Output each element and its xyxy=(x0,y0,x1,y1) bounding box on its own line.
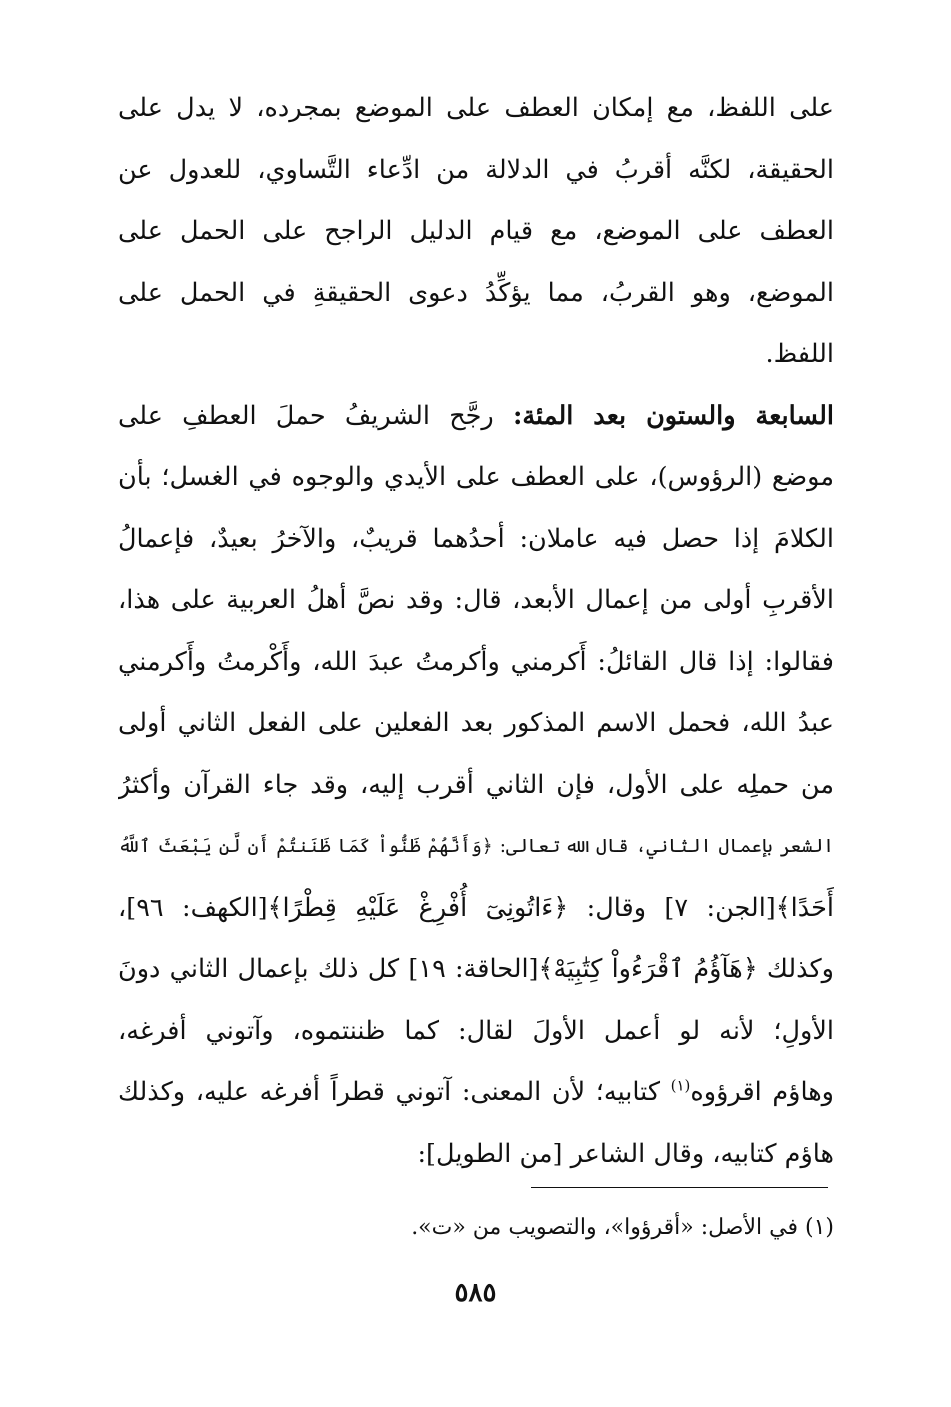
text-line: أَحَدًا﴾[الجن: ٧] وقال: ﴿ءَاتُونِىٓ أُفْرِغْ عَلَيْهِ قِطْرًا﴾[الكهف: ٩٦]، xyxy=(118,892,834,923)
text-segment: وهاؤم اقرؤوه xyxy=(690,1077,834,1107)
text-line: الحقيقة، لكنَّه أقربُ في الدلالة من ادِّعاء التَّساوي، للعدول عن xyxy=(118,154,834,185)
section-heading: السابعة والستون بعد المئة: xyxy=(512,400,834,431)
footnote-reference[interactable]: (١) xyxy=(670,1076,691,1095)
text-segment: رجَّح الشريفُ حملَ العطفِ على xyxy=(118,400,494,431)
footnote-separator xyxy=(531,1187,828,1188)
text-line: اللفظ. xyxy=(765,339,834,369)
text-line: من حملِه على الأول، فإن الثاني أقرب إليه، وقد جاء القرآن وأكثرُ xyxy=(118,769,834,800)
footnote xyxy=(134,1208,834,1248)
text-line: وكذلك ﴿هَآؤُمُ ٱقْرَءُواْ كِتَٰبِيَهْ﴾[الحاقة: ١٩] كل ذلك بإعمال الثاني دونَ xyxy=(118,954,834,984)
text-line: الأقربِ أولى من إعمال الأبعد، قال: وقد نصَّ أهلُ العربية على هذا، xyxy=(118,585,834,615)
page-number: ٥٨٥ xyxy=(454,1278,497,1308)
paragraph-heading-line xyxy=(118,386,834,448)
text-line: هاؤم كتابيه، وقال الشاعر [من الطويل]: xyxy=(417,1138,834,1169)
text-line: موضع (الرؤوس)، على العطف على الأيدي والوجوه في الغسل؛ بأن xyxy=(118,462,834,492)
text-line: العطف على الموضع، مع قيام الدليل الراجح على الحمل على xyxy=(118,216,834,246)
text-line: على اللفظ، مع إمكان العطف على الموضع بمجرده، لا يدل على xyxy=(118,93,834,123)
text-line: عبدُ الله، فحمل الاسم المذكور بعد الفعلين على الفعل الثاني أولى xyxy=(118,708,834,738)
text-line: الأولِ؛ لأنه لو أعمل الأولَ لقال: كما ظننتموه، وآتوني أفرغه، xyxy=(118,1015,834,1046)
text-line: فقالوا: إذا قال القائلُ: أَكرمني وأكرمتُ عبدَ الله، وأَكْرمتُ وأَكرمني xyxy=(118,646,834,677)
text-segment: كتابيه؛ لأن المعنى: آتوني قطراً أفرغه عليه، وكذلك xyxy=(118,1077,671,1107)
main-text xyxy=(118,78,834,1185)
text-line-with-note xyxy=(118,1062,834,1124)
text-line: الكلامَ إذا حصل فيه عاملان: أحدُهما قريبٌ، والآخرُ بعيدٌ، فإعمالُ xyxy=(118,523,834,554)
footnote-marker: (١) xyxy=(804,1215,834,1240)
text-line: الموضع، وهو القربُ، مما يؤكِّدُ دعوى الحقيقةِ في الحمل على xyxy=(118,277,834,308)
footnote-text: في الأصل: «أقرؤوا»، والتصويب من «ت». xyxy=(411,1215,798,1240)
text-line: الشعر بإعمال الثاني، قال الله تعالى: ﴿وَأَنَّهُمْ ظَنُّواْ كَمَا ظَنَنتُمْ أَن لَّن يَبْعَثَ ٱللَّهُ xyxy=(118,836,834,857)
